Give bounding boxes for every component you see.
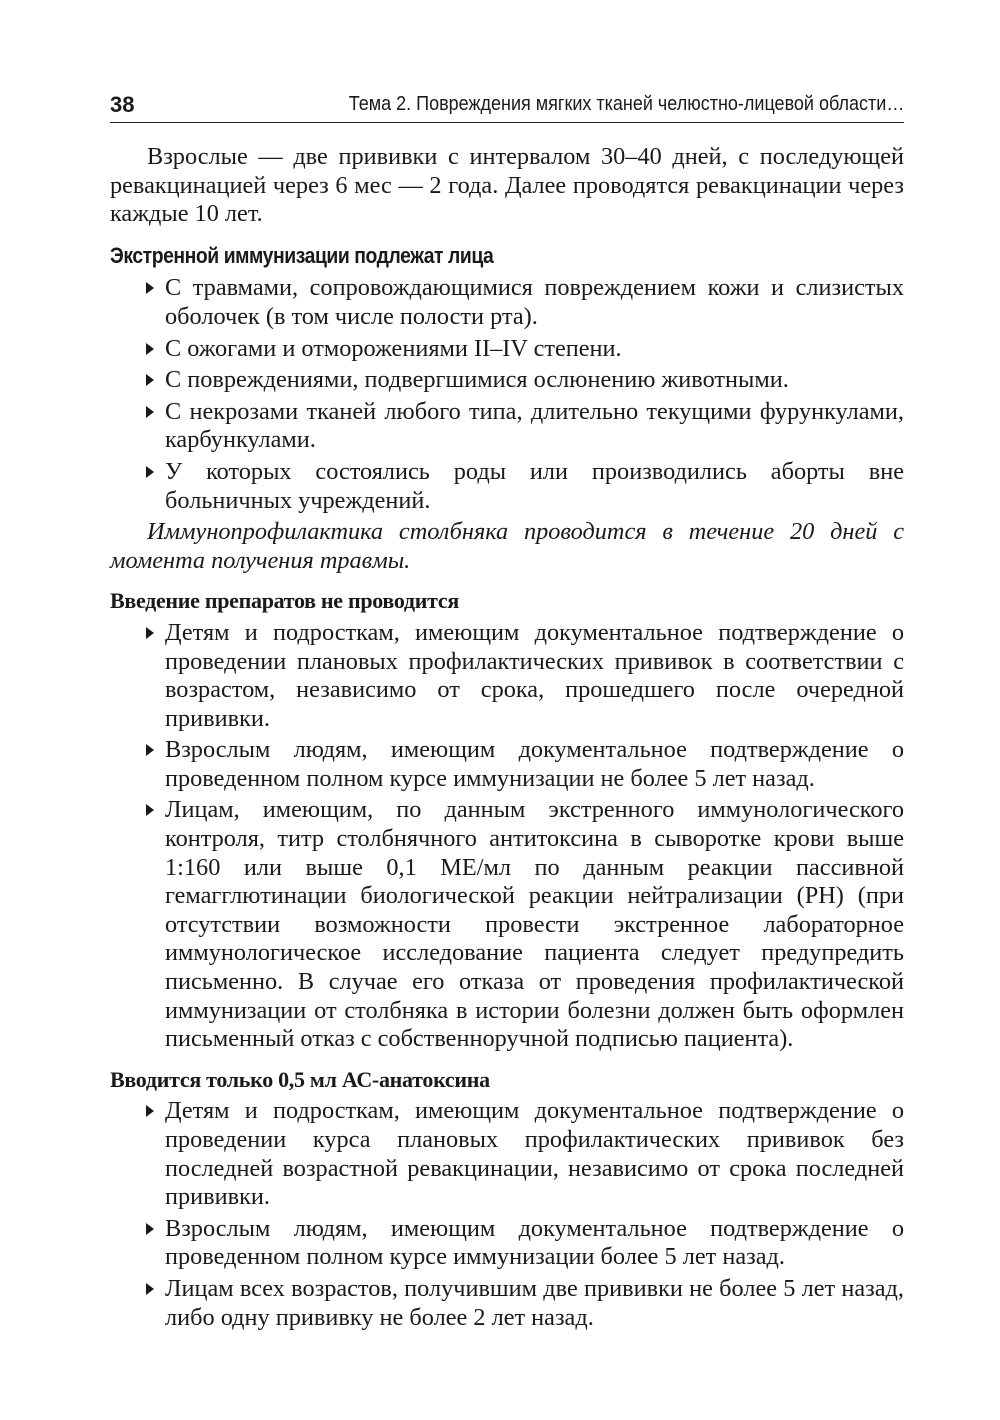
not-administered-list [110, 619, 904, 1054]
bullet-arrow-icon [146, 1223, 154, 1235]
bullet-arrow-icon [146, 466, 154, 478]
list-item: С некрозами тканей любого типа, длительно текущими фурункулами, карбункулами. [110, 398, 904, 455]
bullet-arrow-icon [146, 374, 154, 386]
list-item: Детям и подросткам, имеющим документальное подтверждение о проведении курса плановых профилактических прививок без последней возрастной ревакцинации, независимо от срока последней прививки. [110, 1097, 904, 1211]
bullet-arrow-icon [146, 804, 154, 816]
list-item: С травмами, сопровождающимися повреждением кожи и слизистых оболочек (в том числе полости рта). [110, 274, 904, 331]
running-header [110, 88, 904, 123]
bullet-arrow-icon [146, 627, 154, 639]
bullet-arrow-icon [146, 406, 154, 418]
list-item: Взрослым людям, имеющим документальное подтверждение о проведенном полном курсе иммунизации более 5 лет назад. [110, 1215, 904, 1272]
bullet-arrow-icon [146, 744, 154, 756]
bullet-arrow-icon [146, 343, 154, 355]
page-content [110, 143, 904, 1335]
emergency-list [110, 274, 904, 515]
section-heading-not-administered: Введение препаратов не проводится [110, 588, 459, 614]
bullet-arrow-icon [146, 1283, 154, 1295]
section-heading-emergency: Экстренной иммунизации подлежат лица [110, 242, 494, 268]
page-number: 38 [110, 92, 135, 117]
running-title: Тема 2. Повреждения мягких тканей челюстно-лицевой области… [348, 93, 904, 115]
list-item: У которых состоялись роды или производились аборты вне больничных учреждений. [110, 458, 904, 515]
list-item: С повреждениями, подвергшимися ослюнению животными. [110, 366, 904, 395]
section-heading-only-toxoid: Вводится только 0,5 мл АС-анатоксина [110, 1066, 490, 1092]
list-item: Взрослым людям, имеющим документальное подтверждение о проведенном полном курсе иммунизации не более 5 лет назад. [110, 736, 904, 793]
list-item: С ожогами и отморожениями II–IV степени. [110, 335, 904, 364]
bullet-arrow-icon [146, 1105, 154, 1117]
list-item: Лицам всех возрастов, получившим две прививки не более 5 лет назад, либо одну прививку не более 2 лет назад. [110, 1275, 904, 1332]
only-toxoid-list [110, 1097, 904, 1332]
bullet-arrow-icon [146, 282, 154, 294]
intro-paragraph: Взрослые — две прививки с интервалом 30–40 дней, с последующей ревакцинацией через 6 мес — 2 года. Далее проводятся ревакцинации через каждые 10 лет. [110, 143, 904, 228]
prophylaxis-note: Иммунопрофилактика столбняка проводится в течение 20 дней с момента получения травмы. [110, 518, 904, 574]
list-item: Детям и подросткам, имеющим документальное подтверждение о проведении плановых профилактических прививок в соответствии с возрастом, независимо от срока, прошедшего после очередной прививки. [110, 619, 904, 733]
list-item: Лицам, имеющим, по данным экстренного иммунологического контроля, титр столбнячного антитоксина в сыворотке крови выше 1:160 или выше 0,1 МЕ/мл по данным реакции пассивной гемагглютинации биологической реакции нейтрализации (РН) (при отсутствии возможности провести экстренное лабораторное иммунологическое исследование пациента следует предупредить письменно. В случае его отказа от проведения профилактической иммунизации от столбняка в истории болезни должен быть оформлен письменный отказ с собственноручной подписью пациента). [110, 796, 904, 1053]
